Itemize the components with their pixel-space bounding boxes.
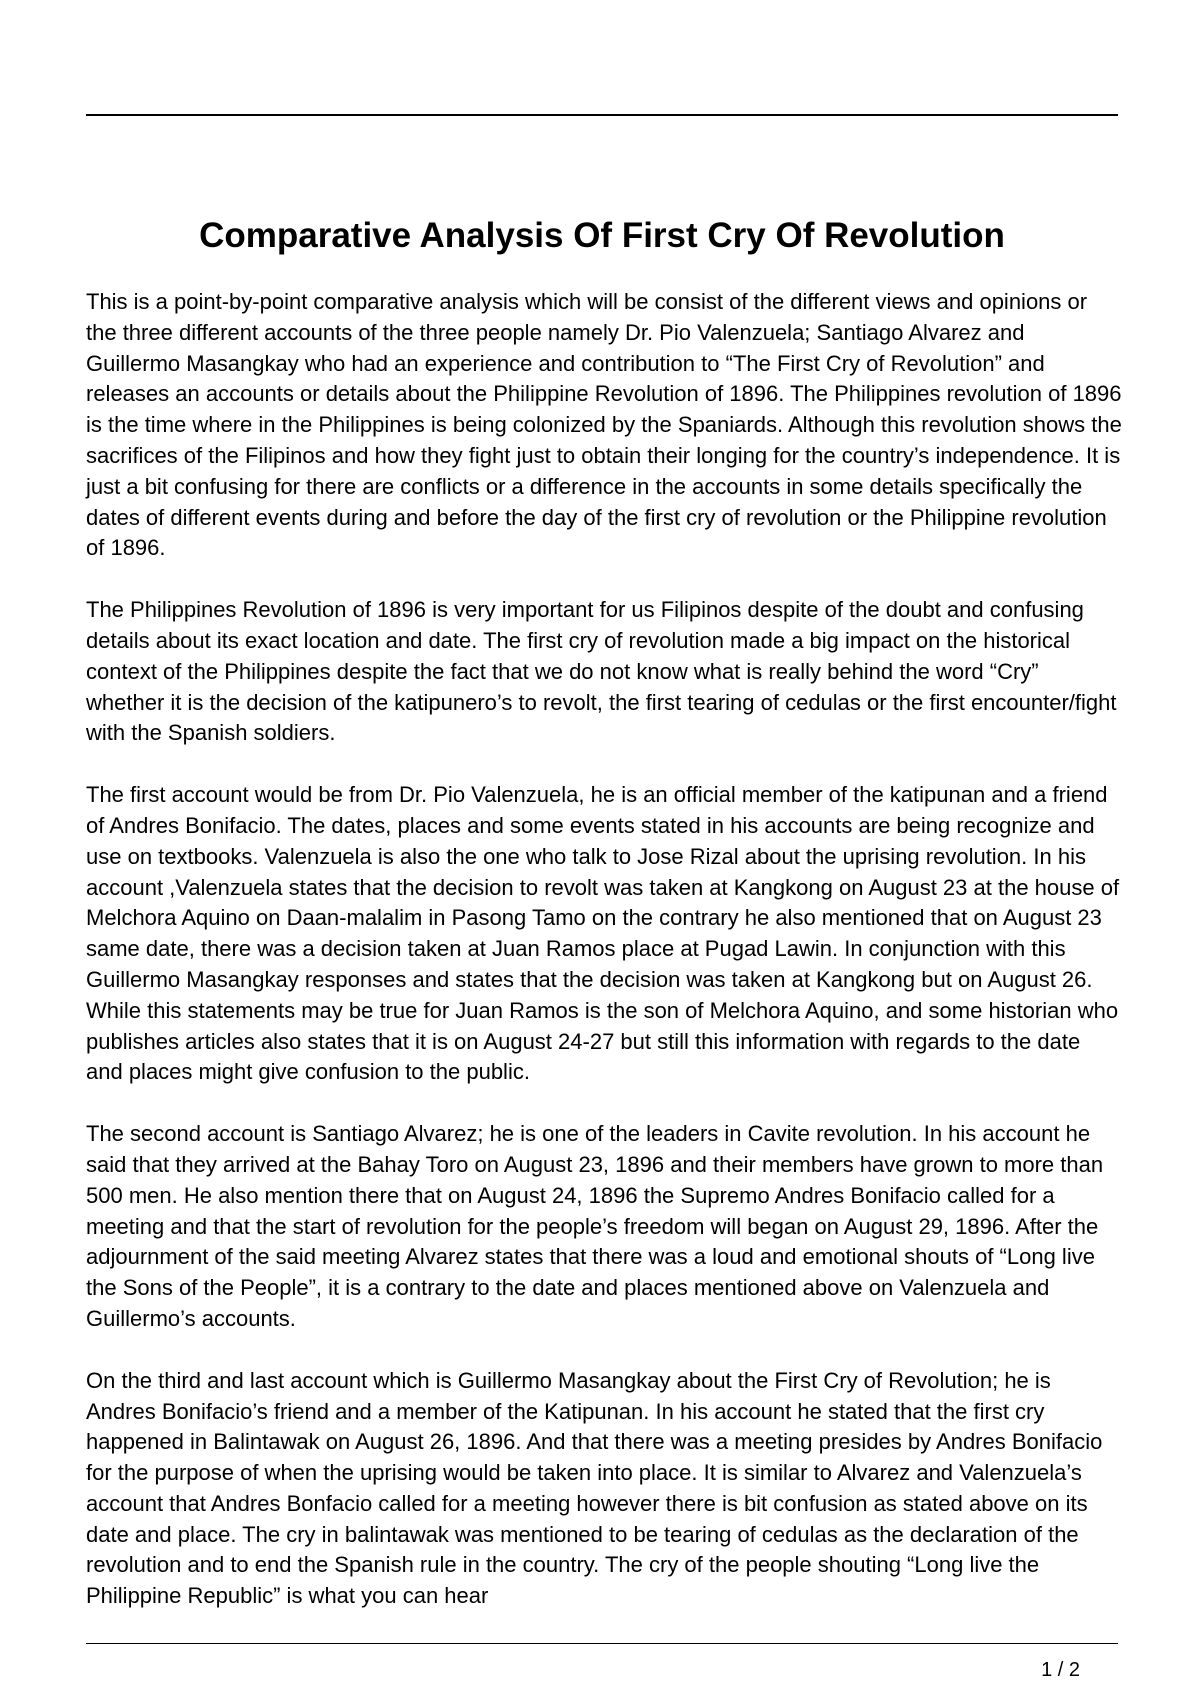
- paragraph-5: On the third and last account which is Guillermo Masangkay about the First Cry of Revolution; he is Andres Bonifacio’s friend and a member of the Katipunan. In his account he stated that the first cry happened in Balintawak on August 26, 1896. And that there was a meeting presides by Andres Bonifacio for the purpose of when the uprising would be taken into place. It is similar to Alvarez and Valenzuela’s account that Andres Bonfacio called for a meeting however there is bit confusion as stated above on its date and place. The cry in balintawak was mentioned to be tearing of cedulas as the declaration of the revolution and to end the Spanish rule in the country. The cry of the people shouting “Long live the Philippine Republic” is what you can hear: [86, 1367, 1103, 1609]
- paragraph-1: This is a point-by-point comparative analysis which will be consist of the different views and opinions or the three different accounts of the three people namely Dr. Pio Valenzuela; Santiago Alvarez and Guillermo Masangkay who had an experience and contribution to “The First Cry of Revolution” and releases an accounts or details about the Philippine Revolution of 1896. The Philippines revolution of 1896 is the time where in the Philippines is being colonized by the Spaniards. Although this revolution shows the sacrifices of the Filipinos and how they fight just to obtain their longing for the country’s independence. It is just a bit confusing for there are conflicts or a difference in the accounts in some details specifically the dates of different events during and before the day of the first cry of revolution or the Philippine revolution of 1896.: [86, 289, 1122, 561]
- paragraph-4: The second account is Santiago Alvarez; he is one of the leaders in Cavite revolution. In his account he said that they arrived at the Bahay Toro on August 23, 1896 and their members have grown to more than 500 men. He also mention there that on August 24, 1896 the Supremo Andres Bonifacio called for a meeting and that the start of revolution for the people’s freedom will began on August 29, 1896. After the adjournment of the said meeting Alvarez states that there was a loud and emotional shouts of “Long live the Sons of the People”, it is a contrary to the date and places mentioned above on Valenzuela and Guillermo’s accounts.: [86, 1121, 1104, 1331]
- footer-rule: [86, 1643, 1118, 1644]
- document-body: [86, 287, 1122, 1643]
- paragraph-2: The Philippines Revolution of 1896 is very important for us Filipinos despite of the doubt and confusing details about its exact location and date. The first cry of revolution made a big impact on the historical context of the Philippines despite the fact that we do not know what is really behind the word “Cry” whether it is the decision of the katipunero’s to revolt, the first tearing of cedulas or the first encounter/fight with the Spanish soldiers.: [86, 597, 1117, 746]
- document-title: Comparative Analysis Of First Cry Of Revolution: [199, 216, 1005, 255]
- header-rule: [86, 114, 1118, 116]
- page-number: 1 / 2: [1041, 1659, 1080, 1681]
- paragraph-3: The first account would be from Dr. Pio Valenzuela, he is an official member of the katipunan and a friend of Andres Bonifacio. The dates, places and some events stated in his accounts are being recognize and use on textbooks. Valenzuela is also the one who talk to Jose Rizal about the uprising revolution. In his account ,Valenzuela states that the decision to revolt was taken at Kangkong on August 23 at the house of Melchora Aquino on Daan-malalim in Pasong Tamo on the contrary he also mentioned that on August 23 same date, there was a decision taken at Juan Ramos place at Pugad Lawin. In conjunction with this Guillermo Masangkay responses and states that the decision was taken at Kangkong but on August 26. While this statements may be true for Juan Ramos is the son of Melchora Aquino, and some historian who publishes articles also states that it is on August 24-27 but still this information with regards to the date and places might give confusion to the public.: [86, 782, 1120, 1085]
